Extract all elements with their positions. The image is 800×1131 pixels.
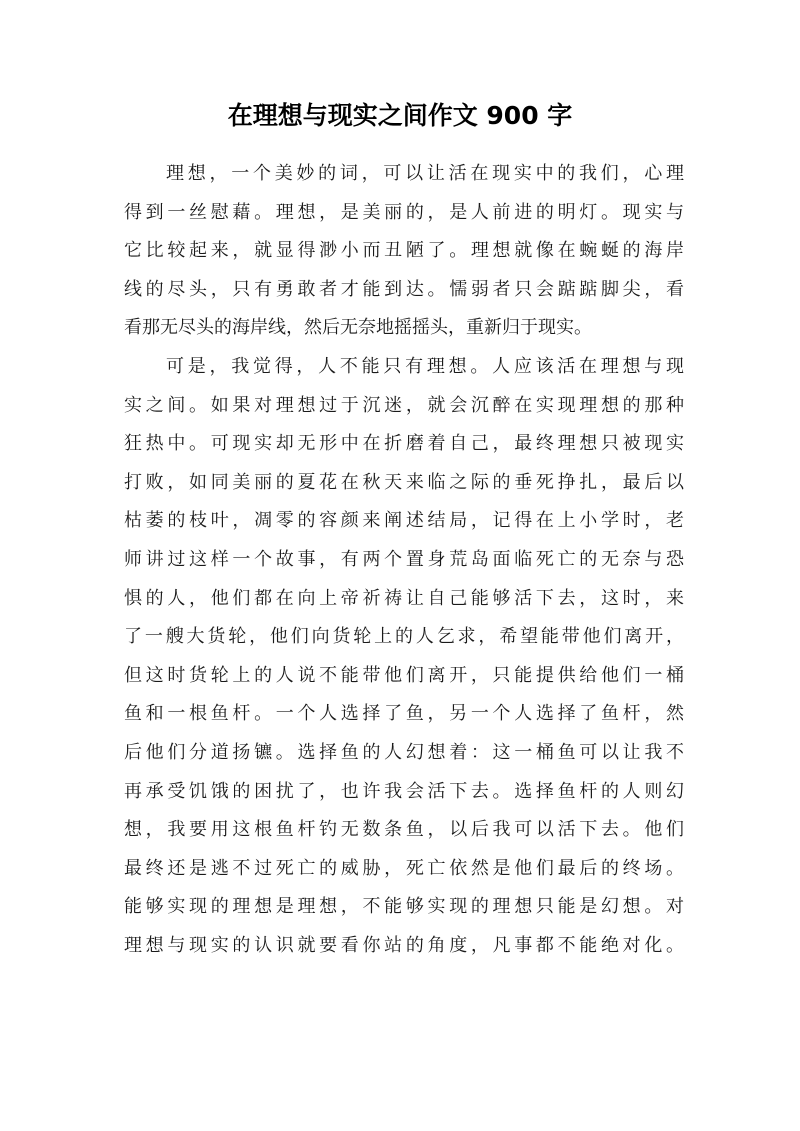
text-line: 想，我要用这根鱼杆钓无数条鱼，以后我可以活下去。他们 [124, 819, 684, 841]
text-line: 最终还是逃不过死亡的威胁，死亡依然是他们最后的终场。 [124, 857, 684, 879]
text-line: 它比较起来，就显得渺小而丑陋了。理想就像在蜿蜒的海岸 [124, 240, 684, 262]
text-line: 理想与现实的认识就要看你站的角度，凡事都不能绝对化。 [124, 934, 684, 956]
paragraph-1 [124, 155, 684, 348]
essay-title: 在理想与现实之间作文 900 字 [227, 101, 573, 130]
text-line: 枯萎的枝叶，凋零的容颜来阐述结局，记得在上小学时，老 [124, 510, 684, 532]
text-line: 但这时货轮上的人说不能带他们离开，只能提供给他们一桶 [124, 664, 684, 686]
text-line: 理想，一个美妙的词，可以让活在现实中的我们，心理 [166, 163, 684, 184]
text-line: 鱼和一根鱼杆。一个人选择了鱼，另一个人选择了鱼杆，然 [124, 703, 684, 725]
text-line: 狂热中。可现实却无形中在折磨着自己，最终理想只被现实 [124, 433, 684, 455]
paragraph-2 [124, 348, 684, 966]
text-line: 惧的人，他们都在向上帝祈祷让自己能够活下去，这时，来 [124, 587, 684, 609]
text-line: 后他们分道扬镳。选择鱼的人幻想着：这一桶鱼可以让我不 [124, 741, 684, 763]
text-line: 实之间。如果对理想过于沉迷，就会沉醉在实现理想的那种 [124, 394, 684, 416]
text-line: 线的尽头，只有勇敢者才能到达。懦弱者只会踮踮脚尖，看 [124, 278, 684, 300]
text-line: 可是，我觉得，人不能只有理想。人应该活在理想与现 [166, 355, 684, 377]
text-line: 得到一丝慰藉。理想，是美丽的，是人前进的明灯。现实与 [124, 201, 684, 223]
text-line: 师讲过这样一个故事，有两个置身荒岛面临死亡的无奈与恐 [124, 548, 684, 570]
essay-body [124, 155, 684, 965]
text-line: 打败，如同美丽的夏花在秋天来临之际的垂死挣扎，最后以 [124, 471, 684, 493]
text-line: 能够实现的理想是理想，不能够实现的理想只能是幻想。对 [124, 896, 684, 918]
text-line: 了一艘大货轮，他们向货轮上的人乞求，希望能带他们离开， [124, 626, 684, 648]
text-line: 再承受饥饿的困扰了，也许我会活下去。选择鱼杆的人则幻 [124, 780, 684, 802]
text-line: 看那无尽头的海岸线，然后无奈地摇摇头，重新归于现实。 [124, 317, 592, 339]
